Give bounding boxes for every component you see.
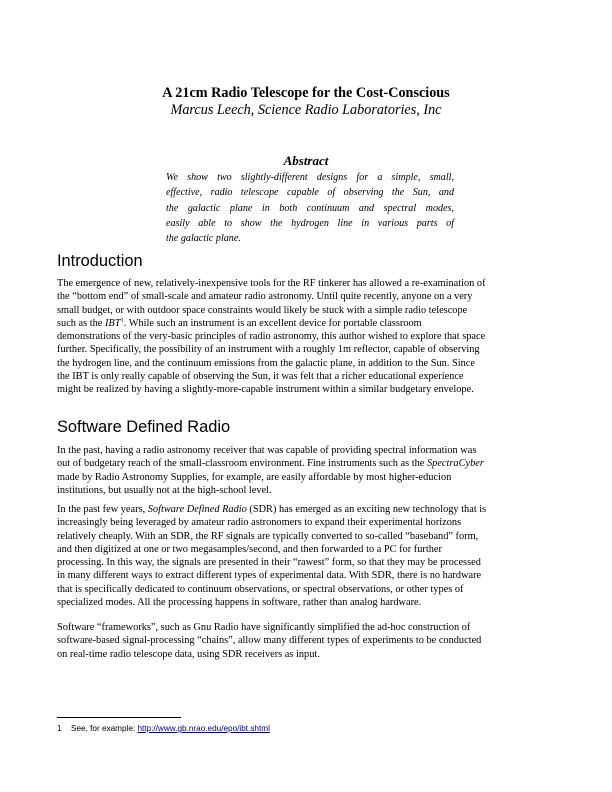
footnote-text: See, for example:: [71, 724, 138, 733]
text-line: [57, 317, 557, 330]
spectracyber-term: SpectraCyber: [427, 458, 484, 470]
text-line: specialized modes. All the processing happens in software, rather than analog hardware.: [57, 596, 422, 608]
sdr-term: Software Defined Radio: [147, 504, 247, 515]
footnote-link[interactable]: http://www.gb.nrao.edu/epo/ibt.shtml: [137, 724, 270, 733]
text-run: (SDR) has emerged as an exciting new technology that is: [246, 504, 487, 515]
abstract-heading: Abstract: [283, 153, 329, 168]
text-line: institutions, but usually not at the high-school level.: [57, 484, 272, 496]
text-line: [57, 457, 557, 470]
text-line: small budget, or with outdoor space constraints would likely be stuck with a simple radio telescope: [57, 304, 468, 316]
text-run: . While such an instrument is an excellent device for portable classroom: [123, 317, 422, 329]
section-heading-sdr: Software Defined Radio: [57, 418, 231, 436]
text-line: might be realized by having a slightly-more-capable instrument within a similar budgetary envelope.: [57, 384, 474, 395]
author-line: Marcus Leech, Science Radio Laboratories, Inc: [170, 102, 442, 118]
abstract-body: [166, 170, 454, 246]
text-line: In the past, having a radio astronomy receiver that was capable of providing spectral information was: [57, 445, 477, 456]
text-line: made by Radio Astronomy Supplies, for example, are easily affordable by most higher-educion: [57, 471, 452, 483]
text-line: the IBT is only really capable of observing the Sun, it was felt that a richer educational experience: [57, 370, 464, 382]
text-line: software-based signal-processing “chains”, allow many different types of experiments to be conducted: [57, 635, 482, 647]
text-line: increasingly being leveraged by amateur radio astronomers to expand their experimental horizons: [57, 517, 462, 529]
section-heading-introduction: Introduction: [57, 252, 143, 270]
footnote: [57, 724, 270, 734]
text-line: that is specifically dedicated to continuum observations, or spectral observations, or other types of: [57, 583, 464, 595]
text-line: processing. In this way, the signals are presented in their “rawest” form, so that they may be processed: [57, 557, 481, 568]
sdr-paragraph-2: [57, 503, 557, 609]
text-line: The emergence of new, relatively-inexpensive tools for the RF tinkerer has allowed a re-examination of: [57, 278, 486, 289]
ibt-term: IBT: [104, 317, 121, 329]
text-run: such as the: [57, 317, 105, 329]
text-run: In the past few years,: [57, 504, 148, 515]
text-line: further. Specifically, the possibility of an instrument with a roughly 1m reflector, capable of observing: [57, 344, 480, 356]
text-line: the “bottom end” of small-scale and amateur radio astronomy. Until quite recently, anyone on a very: [57, 291, 473, 303]
sdr-paragraph-1: [57, 444, 557, 497]
abstract-line: We show two slightly-different designs for a simple, small,: [166, 172, 454, 183]
sdr-paragraph-3: [57, 621, 557, 661]
footnote-ref[interactable]: 1: [120, 316, 124, 324]
text-line: the hydrogen line, and the continuum emissions from the galactic plane, in addition to the Sun. Since: [57, 357, 475, 369]
text-line: relatively cheaply. With an SDR, the RF signals are typically converted to so-called “baseband” form,: [57, 530, 479, 542]
text-line: [57, 503, 557, 516]
footnote-divider: [57, 717, 181, 718]
abstract-line: effective, radio telescope capable of observing the Sun, and: [166, 187, 454, 199]
text-line: Software “frameworks”, such as Gnu Radio have significantly simplified the ad-hoc construction of: [57, 622, 471, 633]
introduction-paragraph: [57, 277, 557, 396]
text-run: out of budgetary reach of the small-classroom environment. Fine instruments such as the: [57, 458, 427, 470]
footnote-number: 1: [57, 724, 62, 733]
paper-title: A 21cm Radio Telescope for the Cost-Conscious: [162, 85, 450, 101]
text-line: on real-time radio telescope data, using SDR receivers as input.: [57, 648, 320, 660]
text-line: in many different ways to extract different types of experimental data. With SDR, there is no hardware: [57, 570, 482, 582]
abstract-line: the galactic plane.: [166, 233, 241, 245]
text-line: demonstrations of the very-basic principles of radio astronomy, this author wished to explore that space: [57, 331, 486, 342]
abstract-line: the galactic plane in both continuum and spectral modes,: [166, 202, 454, 214]
abstract-line: easily able to show the hydrogen line in various parts of: [166, 217, 454, 229]
text-line: and then digitized at one or two megasamples/second, and then forwarded to a PC for further: [57, 543, 442, 555]
